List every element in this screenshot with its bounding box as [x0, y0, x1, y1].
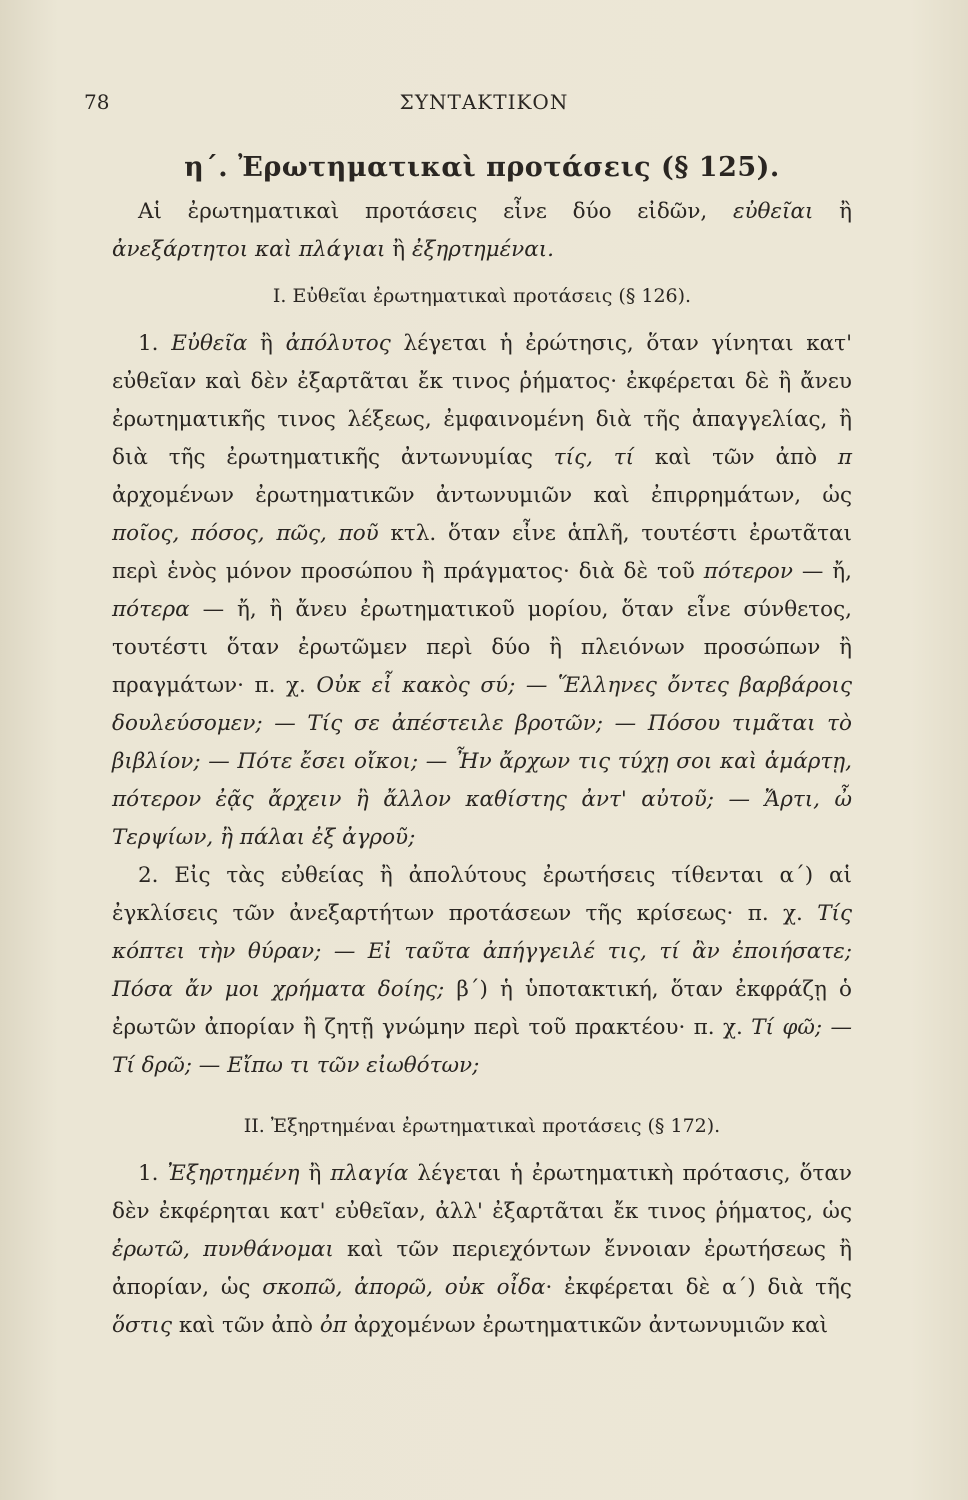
text-run: ἀρχομένων ἐρωτηματικῶν ἀντωνυμιῶν καὶ ἐπιρρημάτων, ὡς [112, 483, 852, 508]
text-run: λέγεται ἡ ἐρωτηματικὴ πρότασις, ὅταν δὲν ἐκφέρηται κατ' εὐθεῖαν, ἀλλ' ἐξαρτᾶται ἔκ τινος ῥήματος, ὡς [112, 1161, 852, 1224]
italic-text-run: π [837, 445, 852, 470]
italic-text-run: πότερον [703, 559, 793, 584]
text-run: — ἤ, [792, 559, 853, 584]
subsection-heading-indirect-questions: II. Ἐξηρτημέναι ἐρωτηματικαὶ προτάσεις (§ 172). [243, 1115, 721, 1137]
italic-text-run: Τίς κόπτει τὴν θύραν; — Εἰ ταῦτα ἀπήγγειλέ τις, τί ἂν ἐποιήσατε; Πόσα ἄν μοι χρήματα δοίης; [112, 901, 852, 1002]
page-header [0, 90, 968, 120]
italic-text-run: πότερα [112, 597, 190, 622]
text-run: Αἱ ἐρωτηματικαὶ προτάσεις εἶνε δύο εἰδῶν, [138, 199, 733, 224]
text-run: καὶ τῶν περιεχόντων ἔννοιαν ἐρωτήσεως ἢ ἀπορίαν, ὡς [112, 1237, 852, 1300]
text-run: 1. [138, 331, 172, 356]
italic-text-run: Τί φῶ; — Τί δρῶ; — Εἴπω τι τῶν εἰωθότων; [112, 1015, 853, 1078]
paragraph-direct-questions [112, 325, 852, 857]
running-title: ΣΥΝΤΑΚΤΙΚΟΝ [399, 90, 569, 114]
italic-text-run: ἐξηρτημέναι. [411, 237, 554, 262]
text-run: · ἐκφέρεται δὲ α΄) διὰ τῆς [545, 1275, 852, 1300]
text-run: καὶ τῶν ἀπὸ [172, 1313, 320, 1338]
italic-text-run: ποῖος, πόσος, πῶς, ποῦ [112, 521, 379, 546]
text-run: β΄) ἡ ὑποτακτική, ὅταν ἐκφράζῃ ὁ ἐρωτῶν ἀπορίαν ἢ ζητῇ γνώμην περὶ τοῦ πρακτέου· π. χ. [112, 977, 852, 1040]
italic-text-run: ἀπόλυτος [285, 331, 391, 356]
text-run: λέγεται ἡ ἐρώτησις, ὅταν γίνηται κατ' εὐθεῖαν καὶ δὲν ἐξαρτᾶται ἔκ τινος ῥήματος· ἐκφέρεται δὲ ἢ ἄνευ ἐρωτηματικῆς τινος λέξεως, ἐμφαινομένη διὰ τῆς ἀπαγγελίας, ἢ διὰ τῆς ἐρωτηματικῆς ἀντωνυμίας [112, 331, 852, 470]
italic-text-run: Ἐξηρτημένη [167, 1161, 300, 1186]
italic-text-run: σκοπῶ, ἀπορῶ, οὐκ οἶδα [262, 1275, 546, 1300]
paragraph-moods-in-direct-questions [112, 857, 852, 1085]
text-run: — ἤ, ἢ ἄνευ ἐρωτηματικοῦ μορίου, ὅταν εἶνε σύνθετος, τουτέστι ὅταν ἐρωτῶμεν περὶ δύο ἢ πλειόνων προσώπων ἢ πραγμάτων· π. χ. [112, 597, 852, 698]
intro-paragraph [112, 193, 852, 269]
text-run: καὶ τῶν ἀπὸ [634, 445, 838, 470]
text-run: ἢ [385, 237, 412, 262]
text-run: κτλ. ὅταν εἶνε ἁπλῆ, τουτέστι ἐρωτᾶται περὶ ἑνὸς μόνον προσώπου ἢ πράγματος· διὰ δὲ τοῦ [112, 521, 852, 584]
italic-text-run: Οὐκ εἶ κακὸς σύ; — Ἕλληνες ὄντες βαρβάροις δουλεύσομεν; — Τίς σε ἀπέστειλε βροτῶν; — Πόσου τιμᾶται τὸ βιβλίον; — Πότε ἔσει οἴκοι; — Ἦν ἄρχων τις τύχῃ σοι καὶ ἁμάρτῃ, πότερον ἐᾷς ἄρχειν ἢ ἄλλον καθίστης ἀντ' αὐτοῦ; — Ἄρτι, ὦ Τερψίων, ἢ πάλαι ἐξ ἀγροῦ; [112, 673, 853, 850]
italic-text-run: ὅστις [112, 1313, 172, 1338]
italic-text-run: ἀνεξάρτητοι καὶ πλάγιαι [112, 237, 386, 262]
subsection-heading-direct-questions: I. Εὐθεῖαι ἐρωτηματικαὶ προτάσεις (§ 126). [272, 285, 692, 307]
italic-text-run: ἐρωτῶ, πυνθάνομαι [112, 1237, 334, 1262]
italic-text-run: Εὐθεῖα [171, 331, 248, 356]
page-content [112, 152, 852, 1345]
italic-text-run: ὀπ [319, 1313, 347, 1338]
page-number: 78 [84, 90, 110, 114]
text-run: ἢ [299, 1161, 331, 1186]
text-run: ἢ [247, 331, 286, 356]
text-run: 1. [138, 1161, 168, 1186]
text-run: 2. Εἰς τὰς εὐθείας ἢ ἀπολύτους ἐρωτήσεις τίθενται α΄) αἱ ἐγκλίσεις τῶν ἀνεξαρτήτων προτάσεων τῆς κρίσεως· π. χ. [112, 863, 852, 926]
text-run: ἢ [813, 199, 853, 224]
text-run: ἀρχομένων ἐρωτηματικῶν ἀντωνυμιῶν καὶ [346, 1313, 829, 1338]
paragraph-indirect-questions [112, 1155, 852, 1345]
italic-text-run: πλαγία [330, 1161, 409, 1186]
italic-text-run: εὐθεῖαι [732, 199, 814, 224]
section-title: η΄. Ἐρωτηματικαὶ προτάσεις (§ 125). [184, 152, 780, 183]
italic-text-run: τίς, τί [553, 445, 635, 470]
